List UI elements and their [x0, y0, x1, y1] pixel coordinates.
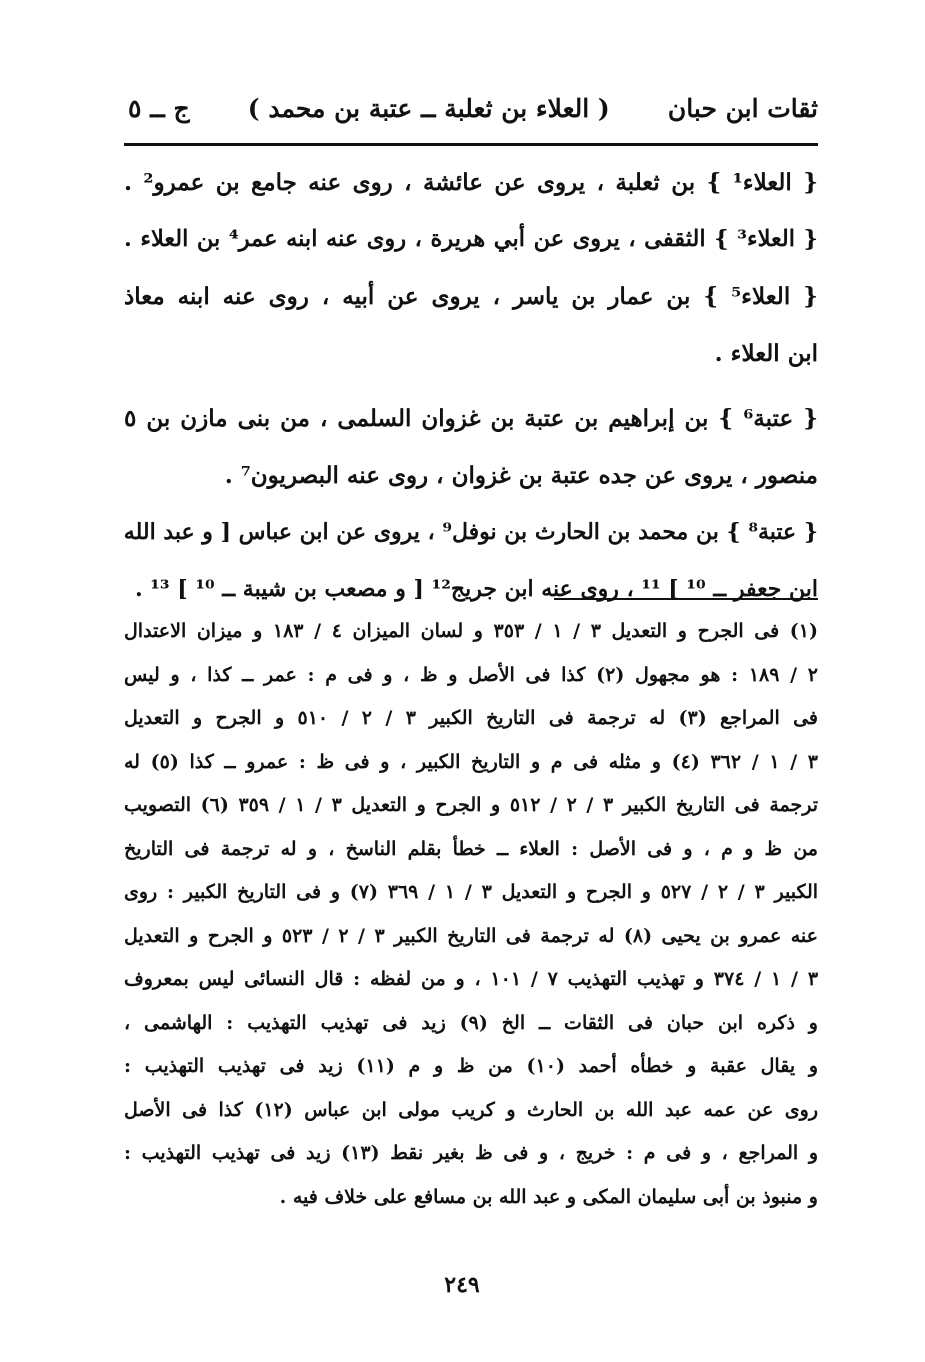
footnote-line: ٣ / ١ / ٣٧٤ و تهذيب التهذيب ٧ / ١٠١ ، و من لفظه : قال النسائى ليس بمعروف [124, 968, 818, 990]
text-line: ابن جعفر ــ ¹⁰ ] ¹¹ ، روى عنه ابن جريج¹² [ و مصعب بن شيبة ــ ¹⁰ ] ¹³ . [134, 576, 818, 602]
footnote-line: روى عن عمه عبد الله بن الحارث و كريب مولى ابن عباس (١٢) كذا فى الأصل [124, 1098, 818, 1121]
footnote-line: (١) فى الجرح و التعديل ٣ / ١ / ٣٥٣ و لسان الميزان ٤ / ١٨٣ و ميزان الاعتدال [124, 620, 818, 642]
footnote-line: الكبير ٣ / ٢ / ٥٢٧ و الجرح و التعديل ٣ / ١ / ٣٦٩ (٧) و فى التاريخ الكبير : روى [124, 881, 818, 903]
footnote-line: و ذكره ابن حبان فى الثقات ــ الخ (٩) زيد فى تهذيب التهذيب : الهاشمى ، [124, 1011, 818, 1034]
footnote-line: ٣ / ١ / ٣٦٢ (٤) و مثله فى م و التاريخ الكبير ، و فى ظ : عمرو ــ كذا (٥) له [124, 750, 818, 773]
footnote-line: و منبوذ بن أبى سليمان المكى و عبد الله بن مسافع على خلاف فيه . [279, 1185, 818, 1208]
footnote-line: من ظ و م ، و فى الأصل : العلاء ــ خطأ بقلم الناسخ ، و له ترجمة فى التاريخ [124, 837, 818, 860]
header-rule [124, 143, 818, 146]
footnote-line: ترجمة فى التاريخ الكبير ٣ / ٢ / ٥١٢ و الجرح و التعديل ٣ / ١ / ٣٥٩ (٦) التصويب [124, 794, 818, 816]
text-line: منصور ، يروى عن جده عتبة بن غزوان ، روى عنه البصريون⁷ . [224, 462, 818, 489]
page-header [128, 84, 818, 132]
text-line: { عتبة⁸ } بن محمد بن الحارث بن نوفل⁹ ، يروى عن ابن عباس [ و عبد الله [124, 519, 818, 545]
text-line: { العلاء³ } الثقفى ، يروى عن أبي هريرة ، روى عنه ابنه عمر⁴ بن العلاء . [124, 226, 818, 252]
footnote-separator [554, 598, 818, 600]
text-line: ابن العلاء . [714, 340, 818, 367]
main-text [124, 154, 818, 618]
running-title: ثقات ابن حبان [667, 93, 818, 123]
footnote-line: فى المراجع (٣) له ترجمة فى التاريخ الكبير ٣ / ٢ / ٥١٠ و الجرح و التعديل [124, 707, 818, 729]
text-line: { عتبة⁶ } بن إبراهيم بن عتبة بن غزوان السلمى ، من بنى مازن بن ٥ [124, 405, 818, 432]
page-number: ٢٤٩ [444, 1272, 480, 1298]
footnote-line: عنه عمرو بن يحيى (٨) له ترجمة فى التاريخ الكبير ٣ / ٢ / ٥٢٣ و الجرح و التعديل [124, 924, 818, 947]
section-title: ( العلاء بن ثعلبة ــ عتبة بن محمد ) [247, 93, 610, 123]
footnote-line: و يقال عقبة و خطأه أحمد (١٠) من ظ و م (١١) زيد فى تهذيب التهذيب : [124, 1055, 818, 1077]
footnotes [124, 610, 818, 1219]
volume-number: ج ــ ٥ [128, 93, 190, 123]
footnote-line: ٢ / ١٨٩ : هو مجهول (٢) كذا فى الأصل و ظ ، و فى م : عمر ــ كذا ، و ليس [124, 663, 818, 686]
text-line: { العلاء⁵ } بن عمار بن ياسر ، يروى عن أبيه ، روى عنه ابنه معاذ [124, 283, 818, 310]
footnote-line: و المراجع ، و فى م : خريج ، و فى ظ بغير نقط (١٣) زيد فى تهذيب التهذيب : [124, 1142, 818, 1164]
text-line: { العلاء¹ } بن ثعلبة ، يروى عن عائشة ، روى عنه جامع بن عمرو² . [124, 169, 818, 196]
